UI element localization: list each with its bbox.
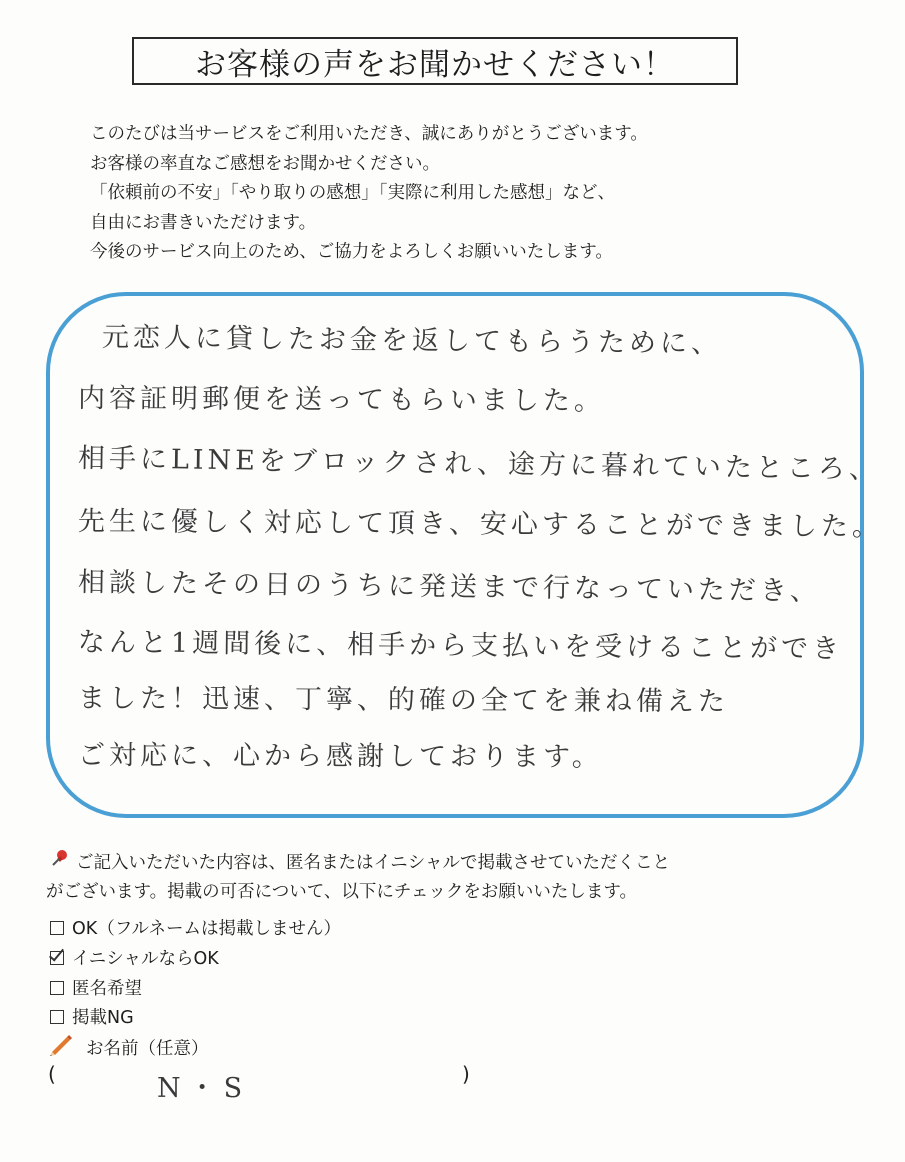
comment-line: ご対応に、心から感謝しております。	[77, 740, 603, 773]
comment-line: なんと1週間後に、相手から支払いを受けることができ	[77, 627, 844, 665]
notice-line	[46, 848, 866, 878]
intro-line: 今後のサービス向上のため、ご協力をよろしくお願いいたします。	[90, 242, 613, 262]
intro-line: お客様の率直なご感想をお聞かせください。	[90, 153, 440, 174]
pushpin-icon	[50, 848, 76, 878]
comment-line: 先生に優しく対応して頂き、安心することができました。	[77, 506, 883, 543]
option-label: 掲載NG	[72, 1008, 134, 1028]
notice-line-text: ご記入いただいた内容は、匿名またはイニシャルで掲載させていただくこと	[76, 853, 670, 873]
checkbox-initials-ok[interactable]	[50, 951, 64, 965]
checkbox-no-publish[interactable]	[50, 1010, 64, 1024]
intro-line: 自由にお書きいただけます。	[90, 212, 317, 233]
checkbox-anonymous[interactable]	[50, 981, 64, 995]
name-label-text: お名前（任意）	[86, 1039, 209, 1059]
name-paren-close: )	[462, 1062, 470, 1086]
name-value: N・S	[157, 1073, 251, 1104]
comment-line: 元恋人に貸したお金を返してもらうために、	[101, 322, 723, 360]
checkbox-ok[interactable]	[50, 921, 64, 935]
title-box	[132, 37, 738, 85]
intro-line: 「依頼前の不安」「やり取りの感想」「実際に利用した感想」など、	[90, 183, 615, 203]
notice-text	[46, 848, 866, 907]
option-label: OK（フルネームは掲載しません）	[72, 919, 342, 939]
option-ok[interactable]	[50, 915, 341, 940]
page-title: お客様の声をお聞かせください！	[195, 46, 675, 83]
comment-line: 内容証明郵便を送ってもらいました。	[77, 383, 606, 417]
intro-line: このたびは当サービスをご利用いただき、誠にありがとうございます。	[90, 124, 648, 144]
pencil-icon	[48, 1034, 76, 1061]
comment-line: ました！迅速、丁寧、的確の全てを兼ね備えた	[77, 683, 730, 718]
option-anonymous[interactable]	[50, 975, 142, 1000]
option-initials-ok[interactable]	[50, 945, 219, 970]
name-paren-open: (	[48, 1062, 56, 1086]
name-label	[48, 1034, 209, 1061]
option-label: イニシャルならOK	[72, 949, 219, 969]
comment-line: 相談したその日のうちに発送まで行なっていただき、	[77, 567, 822, 608]
notice-line: がございます。掲載の可否について、以下にチェックをお願いいたします。	[46, 882, 637, 902]
option-no-publish[interactable]	[50, 1004, 134, 1029]
option-label: 匿名希望	[72, 979, 142, 999]
intro-text	[90, 120, 850, 268]
comment-line: 相手にLINEをブロックされ、途方に暮れていたところ、	[77, 443, 881, 486]
